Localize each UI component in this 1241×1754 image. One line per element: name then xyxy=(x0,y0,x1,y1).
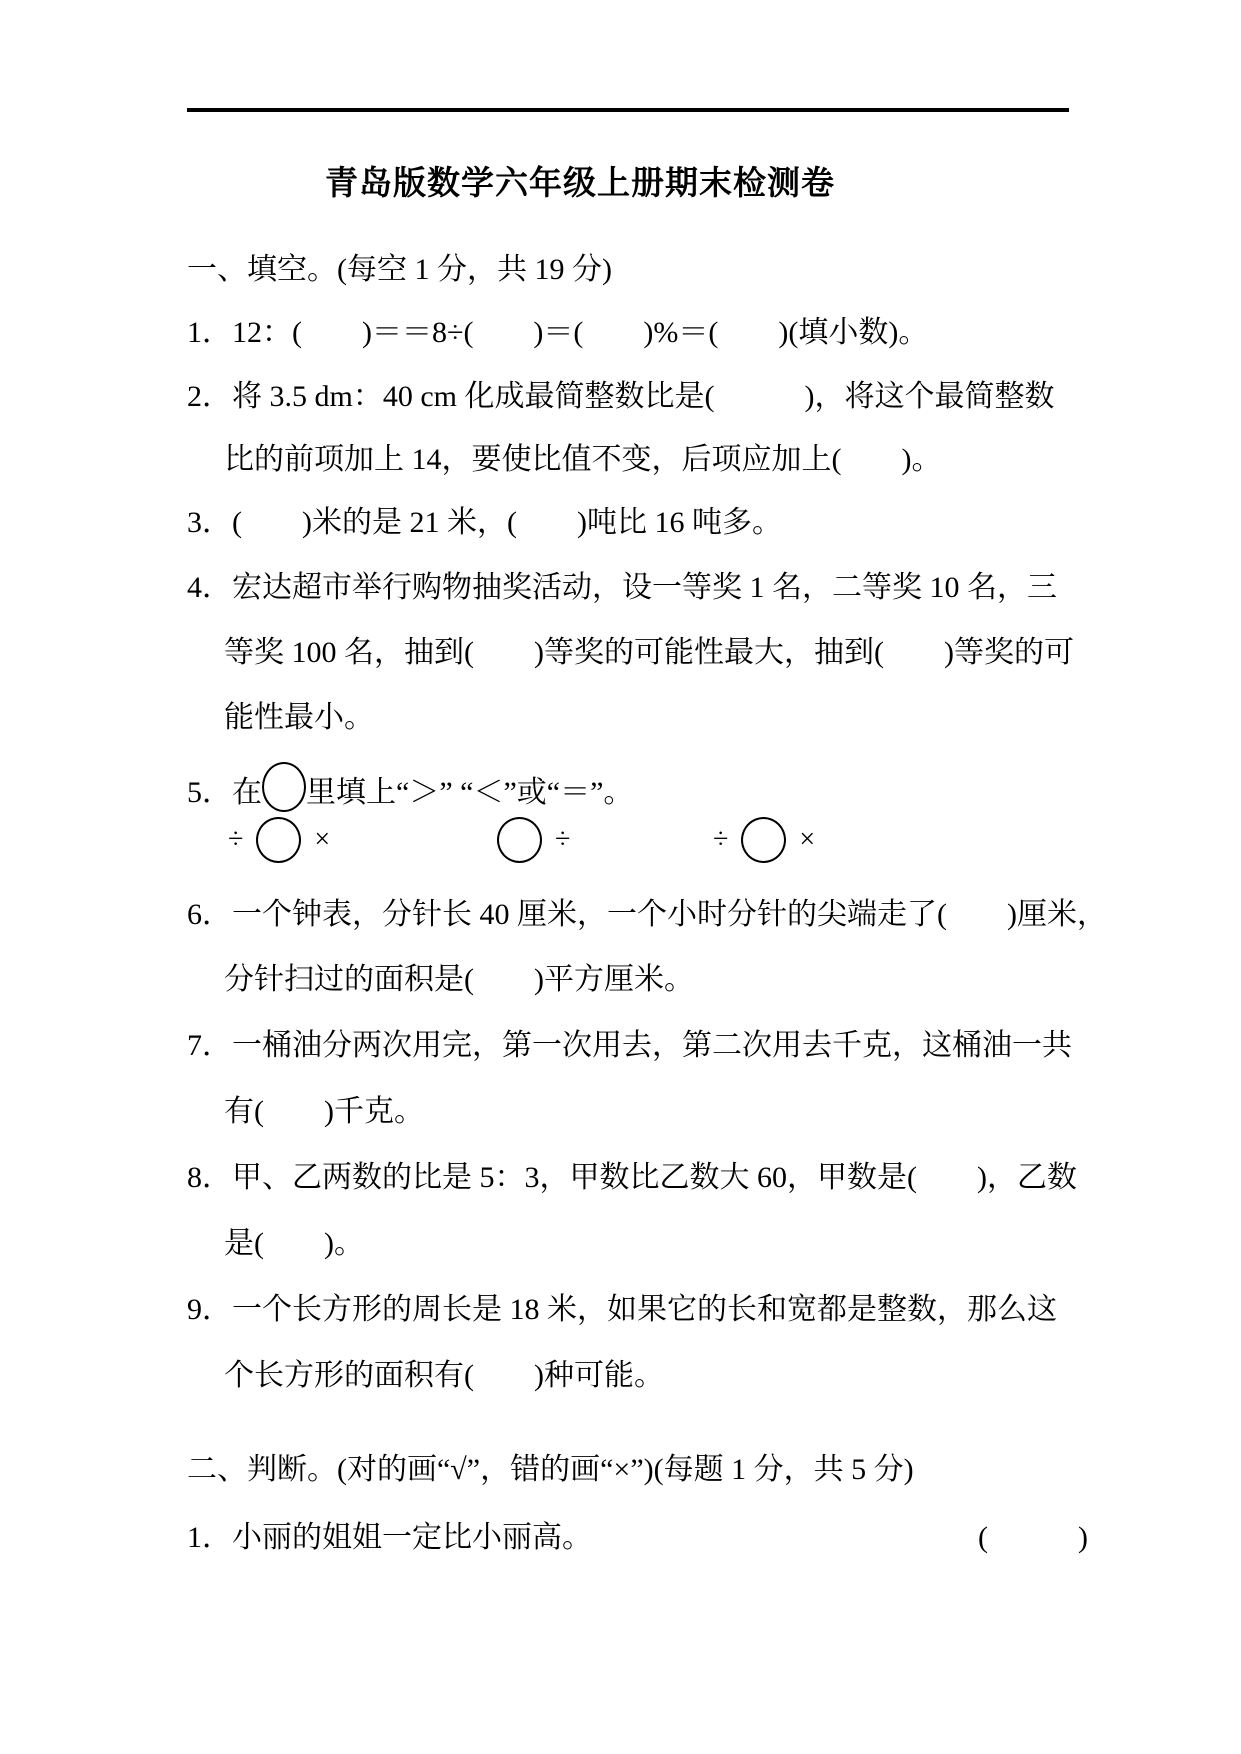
fill-question-7-line-2: 有( )千克。 xyxy=(224,1095,424,1128)
compare-expression-3 xyxy=(713,813,815,867)
page-title: 青岛版数学六年级上册期末检测卷 xyxy=(325,166,835,202)
compare-circle-blank xyxy=(741,817,786,863)
fill-question-2-line-2: 比的前项加上 14，要使比值不变，后项应加上( )。 xyxy=(224,443,942,476)
judge-question-1-answer-blank: ( ) xyxy=(978,1521,1088,1554)
compare-expression-1 xyxy=(228,813,330,867)
fill-question-5-prefix: 5．在 xyxy=(187,776,262,809)
divide-sign: ÷ xyxy=(713,824,729,855)
fill-question-5 xyxy=(187,762,633,812)
fill-question-4-line-3: 能性最小。 xyxy=(224,701,374,734)
judge-question-1: 1．小丽的姐姐一定比小丽高。 xyxy=(187,1521,592,1554)
fill-question-6-line-2: 分针扫过的面积是( )平方厘米。 xyxy=(224,963,694,996)
fill-question-9-line-2: 个长方形的面积有( )种可能。 xyxy=(224,1359,664,1392)
fill-question-8-line-2: 是( )。 xyxy=(224,1227,364,1260)
top-rule xyxy=(187,108,1069,112)
section-fill-header: 一、填空。(每空 1 分，共 19 分) xyxy=(187,253,612,286)
fill-question-3: 3．( )米的是 21 米，( )吨比 16 吨多。 xyxy=(187,506,782,539)
multiply-sign: × xyxy=(799,824,816,855)
section-judge-header: 二、判断。(对的画“√”，错的画“×”)(每题 1 分，共 5 分) xyxy=(187,1453,914,1486)
compare-circle-blank xyxy=(262,762,306,812)
compare-circle-blank xyxy=(256,817,301,863)
fill-question-9-line-1: 9．一个长方形的周长是 18 米，如果它的长和宽都是整数，那么这 xyxy=(187,1293,1057,1326)
compare-expression-2 xyxy=(497,813,570,867)
fill-question-2-line-1: 2．将 3.5 dm：40 cm 化成最简整数比是( )，将这个最简整数 xyxy=(187,380,1055,413)
fill-question-5-suffix: 里填上“＞” “＜”或“＝”。 xyxy=(306,776,634,809)
multiply-sign: × xyxy=(314,824,331,855)
divide-sign: ÷ xyxy=(228,824,244,855)
fill-question-6-line-1: 6．一个钟表，分针长 40 厘米，一个小时分针的尖端走了( )厘米， xyxy=(187,898,1107,931)
compare-circle-blank xyxy=(497,817,542,863)
fill-question-4-line-2: 等奖 100 名，抽到( )等奖的可能性最大，抽到( )等奖的可 xyxy=(224,636,1074,669)
fill-question-8-line-1: 8．甲、乙两数的比是 5：3，甲数比乙数大 60，甲数是( )，乙数 xyxy=(187,1161,1077,1194)
fill-question-7-line-1: 7．一桶油分两次用完，第一次用去，第二次用去千克，这桶油一共 xyxy=(187,1029,1072,1062)
divide-sign: ÷ xyxy=(555,824,571,855)
fill-question-1: 1．12：( )＝＝8÷( )＝( )%＝( )(填小数)。 xyxy=(187,316,929,349)
fill-question-4-line-1: 4．宏达超市举行购物抽奖活动，设一等奖 1 名，二等奖 10 名，三 xyxy=(187,571,1057,604)
